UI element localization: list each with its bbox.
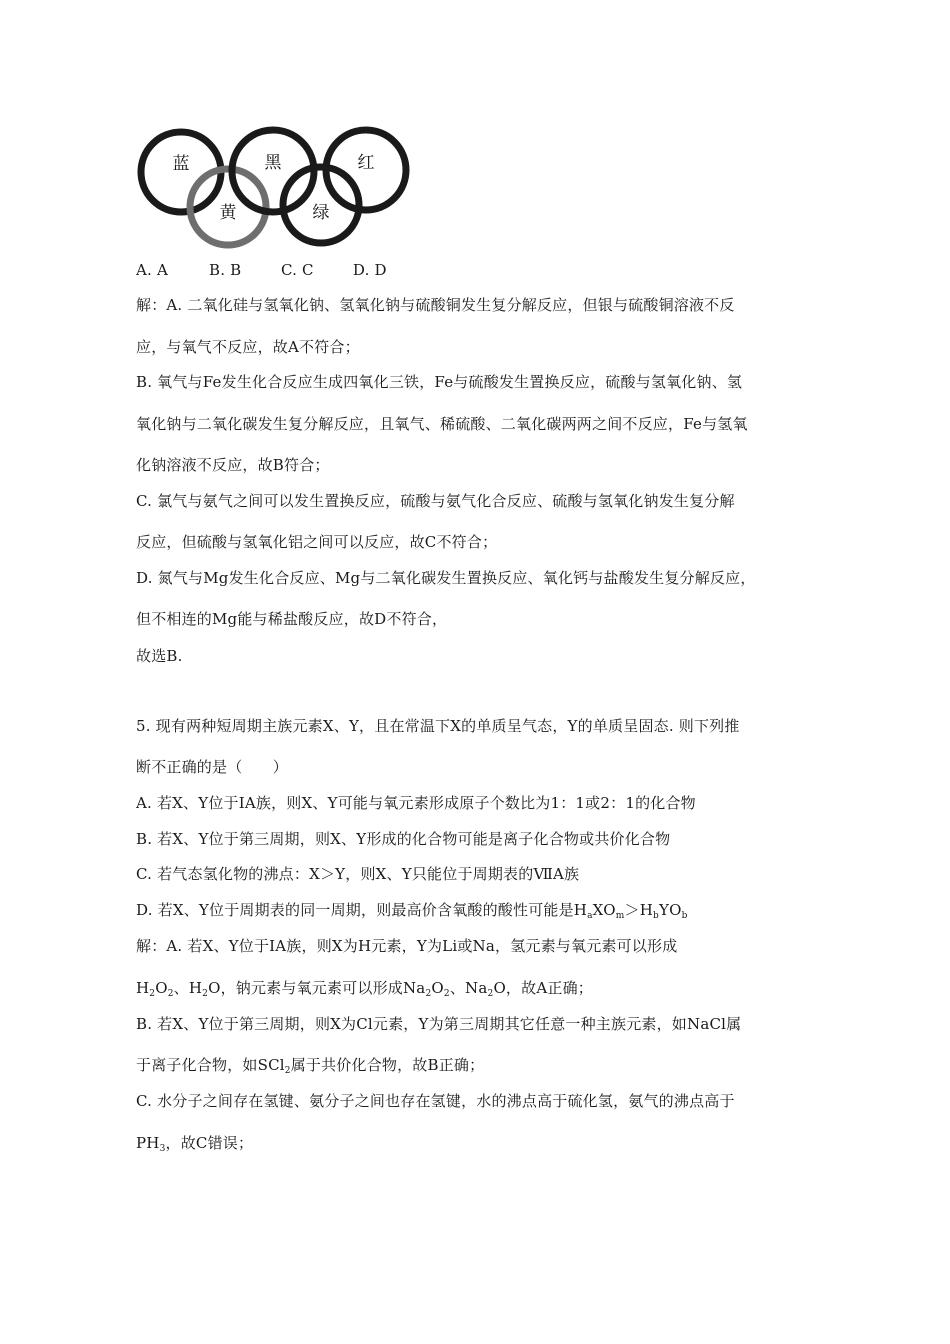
q5-solution-line: $H_2O_2$、$H_2O$，钠元素与氧元素可以形成$Na_2O_2$、$Na_2O$，故A正确； bbox=[136, 979, 593, 999]
ring-label-blue: 蓝 bbox=[172, 154, 190, 174]
q5-option-c: C. 若气态氢化物的沸点：X＞Y，则X、Y只能位于周期表的ⅦA族 bbox=[136, 865, 580, 883]
ring-label-green: 绿 bbox=[312, 203, 330, 223]
q4-solution-line: D. 氮气与Mg发生化合反应、Mg与二氧化碳发生置换反应、氧化钙与盐酸发生复分解反应， bbox=[136, 569, 756, 587]
q4-option-d: D. D bbox=[352, 261, 387, 279]
q5-option-b: B. 若X、Y位于第三周期，则X、Y形成的化合物可能是离子化合物或共价化合物 bbox=[136, 830, 671, 848]
ring-label-red: 红 bbox=[357, 153, 375, 173]
q5-solution-line: $PH_3$，故C错误； bbox=[136, 1134, 254, 1154]
q4-answer: 故选B. bbox=[136, 647, 183, 665]
q4-solution-line: C. 氯气与氨气之间可以发生置换反应，硫酸与氨气化合反应、硫酸与氢氧化钠发生复分解 bbox=[136, 492, 735, 510]
q4-solution-line: 化钠溶液不反应，故B符合； bbox=[136, 456, 330, 474]
q5-stem-line: 5. 现有两种短周期主族元素X、Y，且在常温下X的单质呈气态，Y的单质呈固态. 则下列推 bbox=[136, 717, 740, 735]
q4-solution-line: 应，与氧气不反应，故A不符合； bbox=[136, 338, 360, 356]
q4-options bbox=[136, 260, 387, 280]
q5-solution-line: 解：A. 若X、Y位于ⅠA族，则X为H元素，Y为Li或Na，氢元素与氧元素可以形成 bbox=[136, 937, 678, 955]
q4-solution-line: 反应，但硫酸与氢氧化铝之间可以反应，故C不符合； bbox=[136, 533, 498, 551]
q5-solution-line: C. 水分子之间存在氢键、氨分子之间也存在氢键，水的沸点高于硫化氢，氨气的沸点高于 bbox=[136, 1092, 735, 1110]
q5-solution-line: B. 若X、Y位于第三周期，则X为Cl元素，Y为第三周期其它任意一种主族元素，如NaCl属 bbox=[136, 1015, 742, 1033]
q4-option-a: A. A bbox=[136, 261, 169, 279]
q5-option-a: A. 若X、Y位于ⅠA族，则X、Y可能与氧元素形成原子个数比为1：1或2：1的化合物 bbox=[136, 794, 696, 812]
q4-solution-line: 解：A. 二氧化硅与氢氧化钠、氢氧化钠与硫酸铜发生复分解反应，但银与硫酸铜溶液不反 bbox=[136, 296, 735, 314]
olympic-rings-diagram bbox=[133, 125, 413, 250]
q4-solution-line: 氧化钠与二氧化碳发生复分解反应，且氧气、稀硫酸、二氧化碳两两之间不反应，Fe与氢氧 bbox=[136, 415, 748, 433]
q5-solution-line: 于离子化合物，如SCl$_2$属于共价化合物，故B正确； bbox=[136, 1056, 485, 1076]
q4-option-c: C. C bbox=[280, 261, 314, 279]
q5-option-d: D. 若X、Y位于周期表的同一周期，则最高价含氧酸的酸性可能是$H_aXO_m>H_bYO_b$ bbox=[136, 901, 688, 921]
q4-solution-line: B. 氧气与Fe发生化合反应生成四氧化三铁，Fe与硫酸发生置换反应，硫酸与氢氧化钠、氢 bbox=[136, 373, 743, 391]
q5-stem-line: 断不正确的是（ ） bbox=[136, 758, 289, 776]
ring-label-yellow: 黄 bbox=[219, 203, 237, 223]
ring-label-black: 黑 bbox=[264, 153, 282, 173]
q4-solution-line: 但不相连的Mg能与稀盐酸反应，故D不符合， bbox=[136, 610, 448, 628]
q4-option-b: B. B bbox=[208, 261, 242, 279]
